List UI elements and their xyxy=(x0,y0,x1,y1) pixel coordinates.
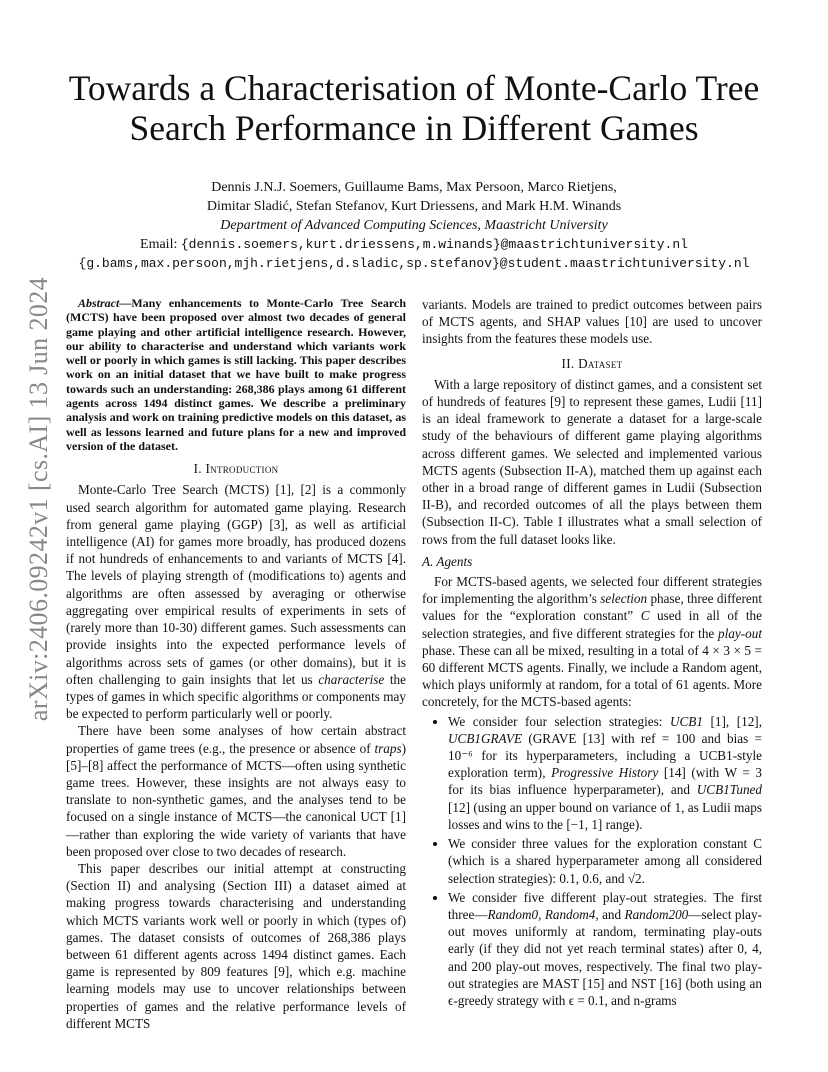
paragraph-intro-2 xyxy=(66,722,406,860)
text-run: , and xyxy=(595,906,625,922)
paragraph-dataset: With a large repository of distinct games, and a consistent set of hundreds of features [9] to represent these games, Ludii [11] is an ideal framework to generate a dataset for a large-scale study of the behaviours of different game playing algorithms across different games. We selected and implemented various MCTS agents (Subsection II-A), matched them up against each other in a broad range of different games in Ludii (Subsection II-B), and recorded outcomes of all the plays between them (Subsection II-C). Table I illustrates what a small selection of rows from the full dataset looks like. xyxy=(422,376,762,547)
paragraph-intro-1 xyxy=(66,481,406,722)
emphasis: play-out xyxy=(718,625,762,641)
email-label: Email: xyxy=(140,237,181,252)
emphasis: UCB1Tuned xyxy=(696,782,762,798)
author-block xyxy=(60,178,768,273)
emphasis: UCB1 xyxy=(669,713,703,729)
text-run: Monte-Carlo Tree Search (MCTS) [1], [2] is a commonly used search algorithm for automated game playing. Research from general game playing (GGP) [3], as well as artificial intelligence (AI) for games more broadly, has produced dozens if not hundreds of enhancements to and variants of MCTS [4]. The levels of playing strength of (modifications to) agents and algorithms are often assessed by averaging or otherwise aggregating over empirical results of experiments in sets of (rarely more than 10-30) different games. Such assessments can provide insights into the expected performance levels of algorithms across sets of games (or other domains), but it is often challenging to gain insights that let us xyxy=(66,482,406,687)
email-addresses-1: {dennis.soemers,kurt.driessens,m.winands}@maastrichtuniversity.nl xyxy=(180,237,688,252)
text-run: There have been some analyses of how certain abstract properties of game trees (e.g., the presence or absence of xyxy=(66,723,406,756)
email-line-1 xyxy=(60,235,768,254)
text-run: We consider five different play-out strategies. The first three— xyxy=(448,889,762,922)
section-heading-introduction: I. Introduction xyxy=(193,461,279,477)
list-item-selection xyxy=(448,713,762,833)
arxiv-stamp-text: arXiv:2406.09242v1 [cs.AI] 13 Jun 2024 xyxy=(24,276,53,722)
authors-line-1: Dennis J.N.J. Soemers, Guillaume Bams, Max Persoon, Marco Rietjens, xyxy=(211,180,617,195)
text-run: the types of games in which specific algorithms or components may be expected to perform particularly well or poorly. xyxy=(66,671,406,722)
list-item-playout xyxy=(448,889,762,1009)
affiliation: Department of Advanced Computing Sciences, Maastricht University xyxy=(220,218,608,233)
abstract-text: —Many enhancements to Monte-Carlo Tree Search (MCTS) have been proposed over almost two decades of general game playing and other artificial intelligence research. However, our ability to characterise and understand which variants work well or poorly in which games is still lacking. This paper describes work on an initial dataset that we have built to make progress towards such an understanding: 268,386 plays among 61 different agents across 1494 distinct games. We describe a preliminary analysis and work on training predictive models on this dataset, as well as lessons learned and future plans for a new and improved version of the dataset. xyxy=(66,296,406,453)
right-column xyxy=(422,296,762,1011)
emphasis: characterise xyxy=(318,671,385,687)
emphasis: Random4 xyxy=(544,906,596,922)
math-variable: C xyxy=(640,608,650,624)
authors-line-2: Dimitar Sladić, Stefan Stefanov, Kurt Driessens, and Mark H.M. Winands xyxy=(206,199,622,214)
text-run: We consider four selection strategies: xyxy=(448,713,670,729)
text-run: [1], [12], xyxy=(702,713,762,729)
text-run: —select play-out moves uniformly at random, terminating play-outs early (if they did not yet reach terminal states) after 0, 4, and 200 play-out moves, respectively. The final two play-out strategies are MAST [15] and NST [16] (both using an ϵ-greedy strategy with ϵ = 0.1, and n-grams xyxy=(448,906,762,1008)
text-run: For MCTS-based agents, we selected four different strategies for implementing the algorithm’s xyxy=(422,574,762,607)
text-run: phase, three different values for the “exploration constant” xyxy=(422,591,763,624)
text-run: ) [5]–[8] affect the performance of MCTS—often using synthetic game trees. However, these insights are not always easy to translate to non-synthetic games, and the analyses tend to be focused on a single instance of MCTS—the canonical UCT [1]—rather than exploring the wide variety of variants that have been proposed over close to two decades of research. xyxy=(66,740,406,859)
agent-list xyxy=(422,713,762,1009)
paragraph-agents xyxy=(422,573,762,711)
emphasis: selection xyxy=(600,591,648,607)
emphasis: Random200 xyxy=(624,906,689,922)
paragraph-continued: variants. Models are trained to predict outcomes between pairs of MCTS agents, and SHAP values [10] are used to uncover insights from the features these models use. xyxy=(422,297,762,347)
paper-title: Towards a Characterisation of Monte-Carlo Tree Search Performance in Different Games xyxy=(68,68,760,148)
list-item-exploration: • We consider three values for the exploration constant C (which is a shared hyperparameter among all considered selection strategies): 0.1, 0.6, and √2. xyxy=(448,835,762,887)
emphasis: Progressive History xyxy=(551,765,659,781)
paragraph-intro-3: This paper describes our initial attempt at constructing (Section II) and analysing (Section III) a dataset aimed at making progress towards characterising and understanding which MCTS variants work well or poorly in which (types of) games. The dataset consists of outcomes of 268,386 plays between 61 different agents across 1494 distinct games. Each game is represented by 809 features [9], which e.g. machine learning models may use to uncover relationships between properties of games and the relative performance levels of different MCTS xyxy=(66,860,406,1031)
text-run: [14] (with W = 3 for its bias influence hyperparameter), and xyxy=(448,765,763,798)
emphasis: traps xyxy=(374,740,402,756)
text-run: phase. These can all be mixed, resulting in a total of 4 × 3 × 5 = 60 different MCTS agents. Finally, we include a Random agent, which plays uniformly at random, for a total of 61 agents. More concretely, for the MCTS-based agents: xyxy=(422,642,762,710)
abstract-lead: Abstract xyxy=(78,296,120,310)
emphasis: Random0 xyxy=(487,906,539,922)
text-run: (GRAVE [13] with ref = 100 and bias = 10⁻⁶ for its hyperparameters, including a UCB1-style exploration term), xyxy=(448,730,762,781)
left-column xyxy=(66,296,406,1032)
emphasis: UCB1GRAVE xyxy=(448,730,523,746)
section-heading-dataset: II. Dataset xyxy=(561,355,623,371)
arxiv-stamp xyxy=(19,276,59,722)
text-run: , xyxy=(538,906,545,922)
abstract xyxy=(66,296,406,453)
text-run: used in all of the selection strategies, and five different strategies for the xyxy=(422,608,762,641)
subsection-heading-agents: A. Agents xyxy=(422,553,473,569)
text-run: [12] (using an upper bound on variance of 1, as Ludii maps losses and wins to the [−1, 1] range). xyxy=(448,799,762,832)
email-addresses-2: {g.bams,max.persoon,mjh.rietjens,d.sladic,sp.stefanov}@student.maastrichtuniversity.nl xyxy=(78,256,750,271)
